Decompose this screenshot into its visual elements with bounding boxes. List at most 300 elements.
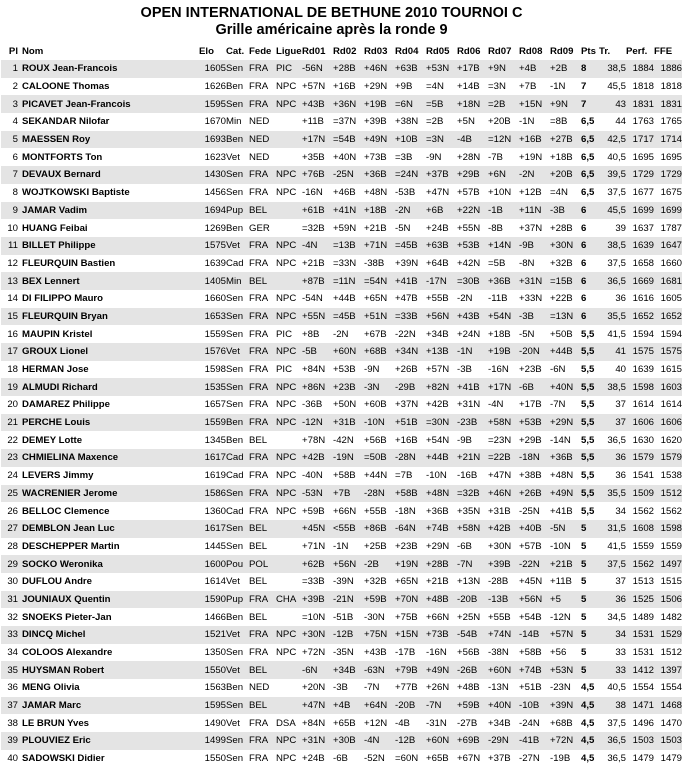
column-header-rd09: Rd09 <box>550 46 574 57</box>
cell-federation: FRA <box>249 166 276 184</box>
cell-rd02: -19N <box>333 449 364 467</box>
cell-name: PLOUVIEZ Eric <box>22 732 199 750</box>
cell-rank: 5 <box>1 131 22 149</box>
cell-league <box>276 113 302 131</box>
cell-rd05: +57N <box>426 364 450 376</box>
cell-rd06: -4B <box>457 131 488 149</box>
cell-rd09: +39N <box>550 697 581 715</box>
cell-rank: 9 <box>1 202 22 220</box>
cell-tiebreak: 37 <box>615 576 626 588</box>
cell-tiebreak: 34,5 <box>607 611 626 623</box>
cell-elo: 1586 <box>199 485 226 503</box>
cell-rd06: =30B <box>457 272 488 290</box>
cell-rank: 19 <box>1 378 22 396</box>
cell-rd07: +37B <box>488 753 511 765</box>
cell-rd08: +26B <box>519 485 550 503</box>
cell-points: 6 <box>581 222 587 234</box>
cell-category: Sen <box>226 60 249 78</box>
cell-rd01: +57N <box>302 81 326 93</box>
cell-rd04: +9B <box>395 81 413 93</box>
cell-rd02: +40N <box>333 151 357 163</box>
cell-points: 5 <box>581 520 599 538</box>
cell-rank: 14 <box>7 293 18 305</box>
cell-category: Vet <box>226 151 240 163</box>
cell-points: 5 <box>581 626 599 644</box>
cell-rd06: +24N <box>457 328 481 340</box>
tournament-title: OPEN INTERNATIONAL DE BETHUNE 2010 TOURNOI C <box>140 5 523 21</box>
cell-tiebreak: 41,5 <box>607 328 626 340</box>
cell-name: LE BRUN Yves <box>22 717 90 729</box>
cell-rd02: +56N <box>333 555 364 573</box>
cell-ffe-rating: 1714 <box>654 131 682 149</box>
cell-rd01: -5B <box>302 343 333 361</box>
cell-rd08: -5N <box>519 328 535 340</box>
cell-league <box>276 661 302 679</box>
cell-points: 6,5 <box>581 116 595 128</box>
cell-category: Cad <box>226 257 244 269</box>
cell-category: Sen <box>226 732 249 750</box>
table-row <box>1 449 682 467</box>
cell-ffe-rating: 1675 <box>660 187 682 199</box>
cell-name: HUANG Feibai <box>22 222 88 234</box>
cell-rd07: =23N <box>488 434 512 446</box>
cell-performance: 1513 <box>632 576 654 588</box>
cell-elo: 1660 <box>204 293 226 305</box>
cell-federation: BEL <box>249 434 268 446</box>
cell-rd08: +53B <box>519 414 550 432</box>
table-row <box>1 148 682 166</box>
cell-rd05: +28B <box>426 555 457 573</box>
cell-rank: 40 <box>7 753 18 765</box>
cell-ffe-rating: 1765 <box>660 116 682 128</box>
table-row <box>1 661 682 679</box>
cell-rd07: -28B <box>488 576 509 588</box>
cell-tiebreak: 37,5 <box>599 555 626 573</box>
cell-rd02: +30B <box>333 732 364 750</box>
table-row <box>1 714 682 732</box>
cell-rd05: +49N <box>426 661 457 679</box>
cell-rd07: +9N <box>488 60 519 78</box>
cell-ffe-rating: 1479 <box>660 753 682 765</box>
cell-performance: 1729 <box>626 166 654 184</box>
cell-points: 8 <box>581 60 599 78</box>
cell-name: WOJTKOWSKI Baptiste <box>22 187 130 199</box>
cell-category: Pup <box>226 591 249 609</box>
cell-points: 5,5 <box>581 434 595 446</box>
cell-tiebreak: 42,5 <box>599 131 626 149</box>
cell-rd02: +59N <box>333 222 357 234</box>
cell-rank: 16 <box>7 328 18 340</box>
cell-category: Sen <box>226 485 249 503</box>
cell-elo: 1445 <box>204 540 226 552</box>
cell-rd08: +31N <box>519 272 550 290</box>
cell-rd06: +35N <box>457 505 481 517</box>
cell-name: SNOEKS Pieter-Jan <box>22 611 112 623</box>
cell-rd07: +55B <box>488 611 511 623</box>
cell-rd09: +72N <box>550 732 581 750</box>
cell-performance: 1562 <box>626 555 654 573</box>
cell-league: NPC <box>276 257 297 269</box>
table-row <box>1 750 682 768</box>
cell-rank: 34 <box>7 647 18 659</box>
cell-federation: FRA <box>249 378 276 396</box>
cell-rd02: +41N <box>333 202 364 220</box>
cell-name: SEKANDAR Nilofar <box>22 116 110 128</box>
cell-rd05: -9N <box>426 151 442 163</box>
cell-tiebreak: 43 <box>599 95 626 113</box>
cell-performance: 1489 <box>632 611 654 623</box>
cell-rd03: +60B <box>364 399 387 411</box>
cell-rd04: +51B <box>395 414 426 432</box>
cell-rd07: =12N <box>488 131 519 149</box>
column-header-tiebreak: Tr. <box>599 46 611 57</box>
cell-rd02: =37N <box>333 116 357 128</box>
cell-name: PERCHE Louis <box>22 414 199 432</box>
cell-rd07: +19B <box>488 343 519 361</box>
cell-tiebreak: 37,5 <box>607 717 626 729</box>
cell-rd04: -4B <box>395 717 410 729</box>
cell-federation: NED <box>249 151 270 163</box>
cell-rd09: +21B <box>550 555 581 573</box>
cell-rd07: +10N <box>488 187 512 199</box>
cell-tiebreak: 35,5 <box>599 485 626 503</box>
cell-federation: FRA <box>249 399 269 411</box>
cell-points: 7 <box>581 95 599 113</box>
cell-points: 5,5 <box>581 414 599 432</box>
cell-rd07: =22B <box>488 449 519 467</box>
cell-rd05: +53N <box>426 60 457 78</box>
cell-rd04: +23B <box>395 540 418 552</box>
cell-points: 4,5 <box>581 717 595 729</box>
cell-ffe-rating: 1515 <box>660 576 682 588</box>
cell-rd06: +69B <box>457 732 488 750</box>
table-row <box>1 60 682 78</box>
cell-rd07: -11B <box>488 293 508 305</box>
cell-rd02: =54B <box>333 131 364 149</box>
cell-rd05: +65B <box>426 753 449 765</box>
cell-tiebreak: 38,5 <box>599 378 626 396</box>
cell-category: Ben <box>226 611 244 623</box>
cell-ffe-rating: 1818 <box>660 81 682 93</box>
cell-rd08: -6B <box>519 378 550 396</box>
column-header-league: Ligue <box>276 46 302 57</box>
cell-tiebreak: 36,5 <box>607 434 626 446</box>
cell-rd09: +56 <box>550 647 567 659</box>
cell-elo: 1693 <box>199 131 226 149</box>
cell-rank: 6 <box>12 151 18 163</box>
cell-tiebreak: 40,5 <box>607 151 626 163</box>
cell-category: Vet <box>226 717 240 729</box>
cell-rd02: -12B <box>333 626 364 644</box>
cell-performance: 1608 <box>626 520 654 538</box>
cell-rd01: -54N <box>302 293 323 305</box>
cell-rank: 1 <box>1 60 22 78</box>
cell-category: Sen <box>226 293 244 305</box>
cell-elo: 1657 <box>204 399 226 411</box>
cell-rd09: =8B <box>550 116 568 128</box>
cell-rd06: +58N <box>457 520 488 538</box>
cell-federation: NED <box>249 116 270 128</box>
cell-elo: 1575 <box>199 237 226 255</box>
cell-name: JAMAR Marc <box>22 697 199 715</box>
table-row <box>1 538 682 556</box>
cell-category: Sen <box>226 697 249 715</box>
cell-league: DSA <box>276 717 296 729</box>
cell-category: Ben <box>226 414 249 432</box>
cell-performance: 1652 <box>626 308 654 326</box>
cell-rd03: -63N <box>364 661 395 679</box>
cell-rd02: =13B <box>333 237 364 255</box>
cell-rd08: -2N <box>519 166 550 184</box>
cell-federation: NED <box>249 682 270 694</box>
cell-rd08: +23B <box>519 364 542 376</box>
cell-federation: BEL <box>249 697 276 715</box>
cell-rd03: +36B <box>364 166 395 184</box>
cell-rd03: +59B <box>364 591 395 609</box>
cell-rd08: +11N <box>519 202 550 220</box>
cell-rd06: +21N <box>457 449 488 467</box>
cell-rd07: +6N <box>488 166 519 184</box>
cell-name: COLOOS Alexandre <box>22 647 113 659</box>
cell-rd07: -8B <box>488 222 503 234</box>
cell-rd01: +35B <box>302 151 325 163</box>
cell-rd09: =15B <box>550 272 581 290</box>
table-row <box>1 502 682 520</box>
cell-name: BELLOC Clemence <box>22 505 110 517</box>
table-row <box>1 290 682 308</box>
cell-name: SADOWSKI Didier <box>22 753 105 765</box>
cell-rd02: +4B <box>333 697 364 715</box>
cell-tiebreak: 36 <box>615 470 626 482</box>
cell-federation: FRA <box>249 364 269 376</box>
cell-name: LEVERS Jimmy <box>22 470 94 482</box>
table-row <box>1 697 682 715</box>
cell-rd08: -41B <box>519 732 550 750</box>
cell-category: Ben <box>226 434 244 446</box>
cell-rd07: =3N <box>488 81 506 93</box>
cell-rd05: +47N <box>426 187 450 199</box>
cell-tiebreak: 40,5 <box>607 682 626 694</box>
cell-rd08: -22N <box>519 555 550 573</box>
cell-tiebreak: 36,5 <box>607 753 626 765</box>
cell-points: 5 <box>581 661 599 679</box>
cell-category: Sen <box>226 540 244 552</box>
cell-name: DUFLOU Andre <box>22 576 92 588</box>
cell-rd06: +31N <box>457 399 481 411</box>
cell-rd07: +40N <box>488 697 519 715</box>
cell-rd08: +74B <box>519 661 550 679</box>
cell-rd09: =4N <box>550 187 568 199</box>
cell-rd09: +57N <box>550 626 581 644</box>
cell-federation: BEL <box>249 540 268 552</box>
cell-federation: BEL <box>249 272 276 290</box>
cell-rd05: +34B <box>426 328 449 340</box>
cell-rd01: -40N <box>302 470 323 482</box>
cell-elo: 1576 <box>199 343 226 361</box>
cell-rd02: +36N <box>333 95 364 113</box>
cell-rd09: -5N <box>550 520 581 538</box>
cell-performance: 1594 <box>632 328 654 340</box>
cell-rd08: -25N <box>519 505 540 517</box>
cell-elo: 1600 <box>199 555 226 573</box>
cell-rd06: +13N <box>457 576 481 588</box>
cell-rd04: +38N <box>395 116 419 128</box>
cell-rd02: -2N <box>333 328 349 340</box>
cell-points: 4,5 <box>581 732 599 750</box>
cell-category: Min <box>226 116 242 128</box>
table-row <box>1 113 682 131</box>
cell-elo: 1499 <box>199 732 226 750</box>
cell-category: Sen <box>226 95 249 113</box>
cell-rd01: +8B <box>302 328 320 340</box>
cell-rank: 39 <box>1 732 22 750</box>
cell-rank: 38 <box>7 717 18 729</box>
cell-tiebreak: 40 <box>615 364 626 376</box>
cell-rd05: +60N <box>426 732 457 750</box>
cell-rd04: =45B <box>395 237 426 255</box>
cell-rd08: +19N <box>519 151 543 163</box>
cell-rd09: +20B <box>550 166 581 184</box>
cell-rd03: +46N <box>364 60 395 78</box>
cell-rd01: +17N <box>302 131 333 149</box>
cell-rd01: +11B <box>302 116 324 128</box>
cell-points: 4,5 <box>581 682 595 694</box>
table-row <box>1 591 682 609</box>
cell-performance: 1630 <box>632 434 654 446</box>
cell-rd07: -4N <box>488 399 504 411</box>
cell-category: Vet <box>226 661 249 679</box>
cell-elo: 1614 <box>204 576 226 588</box>
cell-rd06: -2N <box>457 293 473 305</box>
cell-rd05: -16N <box>426 647 447 659</box>
cell-rd03: -10N <box>364 414 395 432</box>
cell-tiebreak: 45,5 <box>607 81 626 93</box>
cell-rd09: +29N <box>550 414 581 432</box>
cell-rd05: +64B <box>426 257 449 269</box>
cell-elo: 1653 <box>199 308 226 326</box>
cell-rd02: +50N <box>333 399 357 411</box>
cell-name: DEMBLON Jean Luc <box>22 520 199 538</box>
cell-rd08: -9B <box>519 237 550 255</box>
cell-performance: 1531 <box>632 647 654 659</box>
cell-rd05: -7N <box>426 697 457 715</box>
cell-tiebreak: 36,5 <box>599 732 626 750</box>
cell-federation: FRA <box>249 470 269 482</box>
cell-federation: BEL <box>249 202 276 220</box>
cell-elo: 1490 <box>204 717 226 729</box>
cell-federation: GER <box>249 222 270 234</box>
cell-category: Cad <box>226 449 249 467</box>
cell-rd09: +32B <box>550 257 573 269</box>
cell-federation: FRA <box>249 95 276 113</box>
cell-rd04: +63B <box>395 60 426 78</box>
cell-rd04: -22N <box>395 328 416 340</box>
cell-tiebreak: 38,5 <box>599 237 626 255</box>
cell-name: MAUPIN Kristel <box>22 328 93 340</box>
cell-points: 5 <box>581 576 587 588</box>
cell-name: PICAVET Jean-Francois <box>22 95 199 113</box>
cell-rd02: -1N <box>333 540 349 552</box>
cell-league <box>276 573 302 591</box>
cell-federation: FRA <box>249 717 269 729</box>
cell-category: Sen <box>226 187 244 199</box>
cell-rd04: +10B <box>395 131 426 149</box>
cell-elo: 1595 <box>199 95 226 113</box>
column-header-rd03: Rd03 <box>364 46 388 57</box>
cell-points: 5,5 <box>581 343 599 361</box>
cell-rd04: +75B <box>395 611 418 623</box>
cell-federation: FRA <box>249 591 276 609</box>
cell-league: NPC <box>276 505 297 517</box>
cell-federation: FRA <box>249 293 269 305</box>
cell-rd05: +44B <box>426 449 457 467</box>
cell-rd01: +72N <box>302 647 326 659</box>
cell-performance: 1831 <box>626 95 654 113</box>
cell-performance: 1509 <box>626 485 654 503</box>
cell-rd03: +64N <box>364 697 395 715</box>
cell-rd07: +54N <box>488 308 519 326</box>
cell-rank: 24 <box>7 470 18 482</box>
cell-rd07: +42B <box>488 520 519 538</box>
table-row <box>1 485 682 503</box>
cell-league <box>276 131 302 149</box>
cell-rd09: +41B <box>550 505 573 517</box>
cell-rd02: -35N <box>333 647 354 659</box>
cell-points: 6 <box>581 237 599 255</box>
cell-rd05: =5B <box>426 95 457 113</box>
cell-name: BILLET Philippe <box>22 237 199 255</box>
cell-rd06: -26B <box>457 661 488 679</box>
cell-category: Vet <box>226 343 249 361</box>
cell-tiebreak: 41 <box>599 343 626 361</box>
cell-rd03: -38B <box>364 257 385 269</box>
cell-league: NPC <box>276 237 302 255</box>
cell-ffe-rating: 1506 <box>654 591 682 609</box>
cell-rd07: -38N <box>488 647 509 659</box>
cell-league: NPC <box>276 166 302 184</box>
cell-league <box>276 148 302 166</box>
cell-performance: 1496 <box>632 717 654 729</box>
cell-rd02: +60N <box>333 343 364 361</box>
cell-rd02: -42N <box>333 434 354 446</box>
cell-rd03: +65N <box>364 293 388 305</box>
cell-ffe-rating: 1594 <box>660 328 682 340</box>
cell-rank: 37 <box>1 697 22 715</box>
cell-ffe-rating: 1598 <box>654 520 682 538</box>
cell-rd03: +32B <box>364 576 387 588</box>
cell-rd08: +58B <box>519 647 542 659</box>
cell-federation: FRA <box>249 732 276 750</box>
cell-rd09: -6N <box>550 364 566 376</box>
cell-rd04: -17B <box>395 647 416 659</box>
cell-category: Ben <box>226 131 249 149</box>
cell-elo: 1430 <box>199 166 226 184</box>
cell-rd02: <55B <box>333 520 364 538</box>
cell-category: Sen <box>226 308 249 326</box>
cell-category: Vet <box>226 626 249 644</box>
cell-rd03: -28N <box>364 485 395 503</box>
cell-rd04: =6N <box>395 95 426 113</box>
cell-points: 5,5 <box>581 399 595 411</box>
cell-rd03: +56B <box>364 434 387 446</box>
cell-federation: BEL <box>249 611 268 623</box>
cell-rank: 10 <box>7 222 18 234</box>
standings-table <box>1 43 682 768</box>
cell-tiebreak: 33 <box>599 661 626 679</box>
cell-rd02: -6B <box>333 753 348 765</box>
cell-rd03: +21B <box>364 222 387 234</box>
cell-category: Pou <box>226 555 249 573</box>
